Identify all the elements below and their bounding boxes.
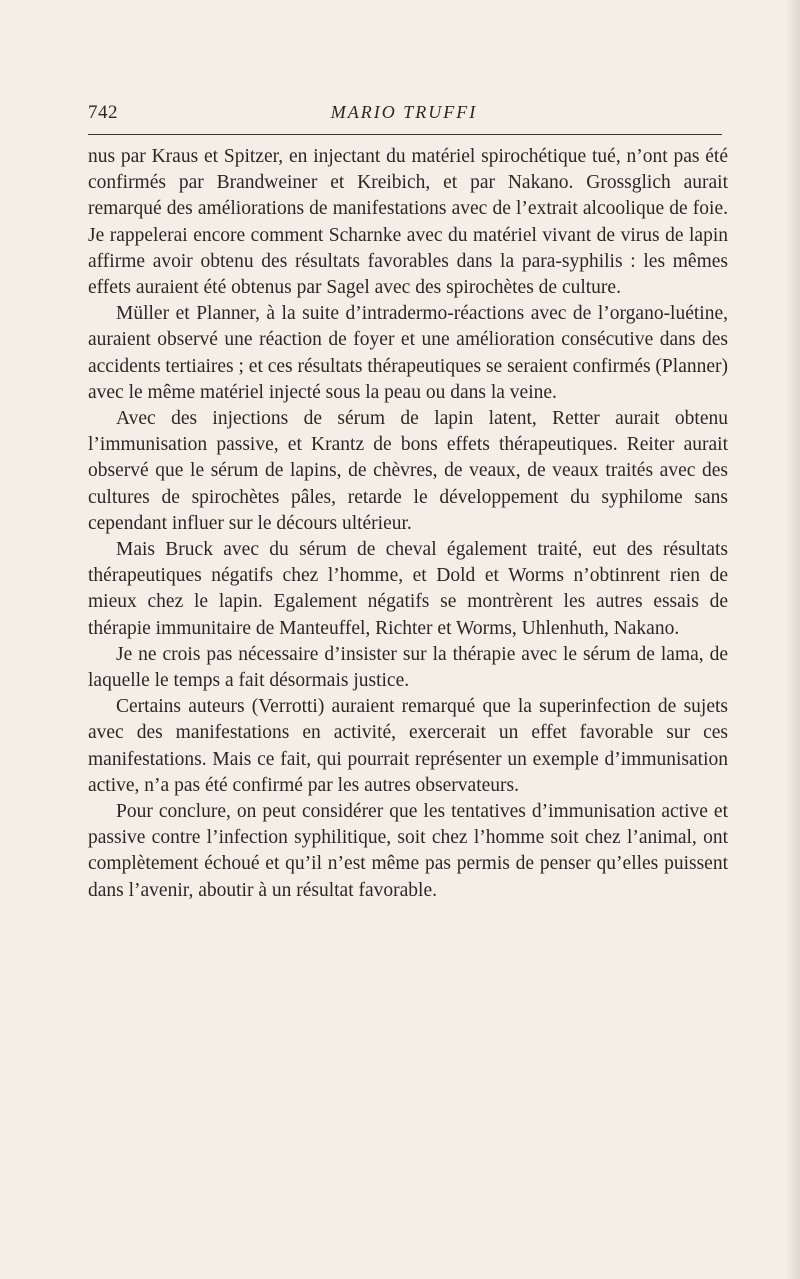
paragraph: Mais Bruck avec du sérum de cheval également traité, eut des résultats thérapeutiques négatifs chez l’homme, et Dold et Worms n’obtinrent rien de mieux chez le lapin. Egalement négatifs se montrèrent les autres essais de thérapie immunitaire de Manteuffel, Richter et Worms, Uhlenhuth, Nakano. bbox=[88, 539, 728, 639]
header-rule bbox=[88, 134, 722, 135]
paragraph: Müller et Planner, à la suite d’intradermo-réactions avec de l’organo-luétine, auraient observé une réaction de foyer et une amélioration consécutive dans des accidents tertiaires ; et ces résultats thérapeutiques se seraient confirmés (Planner) avec le même matériel injecté sous la peau ou dans la veine. bbox=[88, 303, 728, 403]
page-header bbox=[88, 102, 720, 130]
paragraph: Pour conclure, on peut considérer que les tentatives d’immunisation active et passive contre l’infection syphilitique, soit chez l’homme soit chez l’animal, ont complètement échoué et qu’il n’est même pas permis de penser qu’elles puissent dans l’avenir, aboutir à un résultat favorable. bbox=[88, 801, 728, 901]
paragraph: Je ne crois pas nécessaire d’insister sur la thérapie avec le sérum de lama, de laquelle le temps a fait désormais justice. bbox=[88, 643, 728, 692]
running-title: MARIO TRUFFI bbox=[330, 102, 478, 122]
page-edge-shadow bbox=[786, 0, 800, 1279]
page-number: 742 bbox=[88, 102, 118, 123]
body-text bbox=[88, 144, 728, 904]
paragraph: Certains auteurs (Verrotti) auraient remarqué que la superinfection de sujets avec des manifestations en activité, exercerait un effet favorable sur ces manifestations. Mais ce fait, qui pourrait représenter un exemple d’immunisation active, n’a pas été confirmé par les autres observateurs. bbox=[88, 696, 728, 796]
paragraph: Avec des injections de sérum de lapin latent, Retter aurait obtenu l’immunisation passive, et Krantz de bons effets thérapeutiques. Reiter aurait observé que le sérum de lapins, de chèvres, de veaux, de veaux traités avec des cultures de spirochètes pâles, retarde le développement du syphilome sans cependant influer sur le décours ultérieur. bbox=[88, 408, 728, 534]
paragraph: nus par Kraus et Spitzer, en injectant du matériel spirochétique tué, n’ont pas été confirmés par Brandweiner et Kreibich, et par Nakano. Grossglich aurait remarqué des améliorations de manifestations avec de l’extrait alcoolique de foie. Je rappelerai encore comment Scharnke avec du matériel vivant de virus de lapin affirme avoir obtenu des résultats favorables dans la para-syphilis : les mêmes effets auraient été obtenus par Sagel avec des spirochètes de culture. bbox=[88, 146, 728, 299]
